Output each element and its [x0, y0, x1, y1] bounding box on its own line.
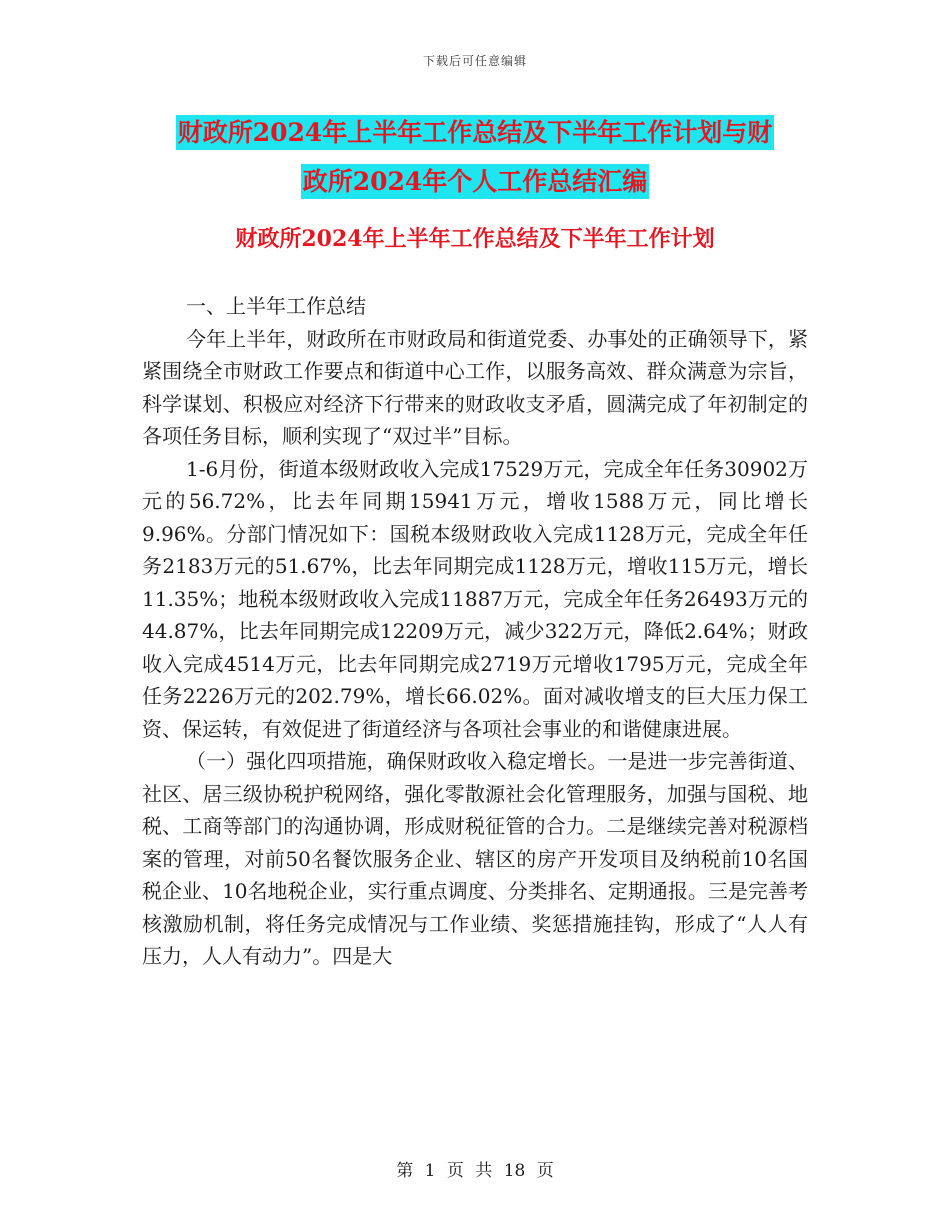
paragraph-intro: 今年上半年，财政所在市财政局和街道党委、办事处的正确领导下，紧紧围绕全市财政工作要点和街道中心工作，以服务高效、群众满意为宗旨，科学谋划、积极应对经济下行带来的财政收支矛盾，圆满完成了年初制定的各项任务目标，顺利实现了“双过半”目标。	[142, 326, 808, 448]
main-title-line-1: 财政所2024年上半年工作总结及下半年工作计划与财	[176, 115, 775, 150]
document-main-title	[0, 108, 950, 206]
document-body	[142, 290, 808, 973]
paragraph-revenue-stats: 1-6月份，街道本级财政收入完成17529万元，完成全年任务30902万元的56.72%，比去年同期15941万元，增收1588万元，同比增长9.96%。分部门情况如下：国税本级财政收入完成1128万元，完成全年任务2183万元的51.67%，比去年同期完成1128万元，增收115万元，增长11.35%；地税本级财政收入完成11887万元，完成全年任务26493万元的44.87%，比去年同期完成12209万元，减少322万元，降低2.64%；财政收入完成4514万元，比去年同期完成2719万元增收1795万元，完成全年任务2226万元的202.79%，增长66.02%。面对减收增支的巨大压力保工资、保运转，有效促进了街道经济与各项社会事业的和谐健康进展。	[142, 456, 808, 741]
header-note: 下载后可任意编辑	[422, 54, 527, 68]
page-footer: 第 1 页 共 18 页	[396, 1161, 554, 1181]
section-title: 财政所2024年上半年工作总结及下半年工作计划	[235, 226, 715, 252]
paragraph-measures: （一）强化四项措施，确保财政收入稳定增长。一是进一步完善街道、社区、居三级协税护税网络，强化零散源社会化管理服务，加强与国税、地税、工商等部门的沟通协调，形成财税征管的合力。二是继续完善对税源档案的管理，对前50名餐饮服务企业、辖区的房产开发项目及纳税前10名国税企业、10名地税企业，实行重点调度、分类排名、定期通报。三是完善考核激励机制，将任务完成情况与工作业绩、奖惩措施挂钩，形成了“人人有压力，人人有动力”。四是大	[142, 749, 808, 968]
section-heading: 一、上半年工作总结	[186, 294, 366, 318]
main-title-line-2: 政所2024年个人工作总结汇编	[301, 164, 650, 199]
